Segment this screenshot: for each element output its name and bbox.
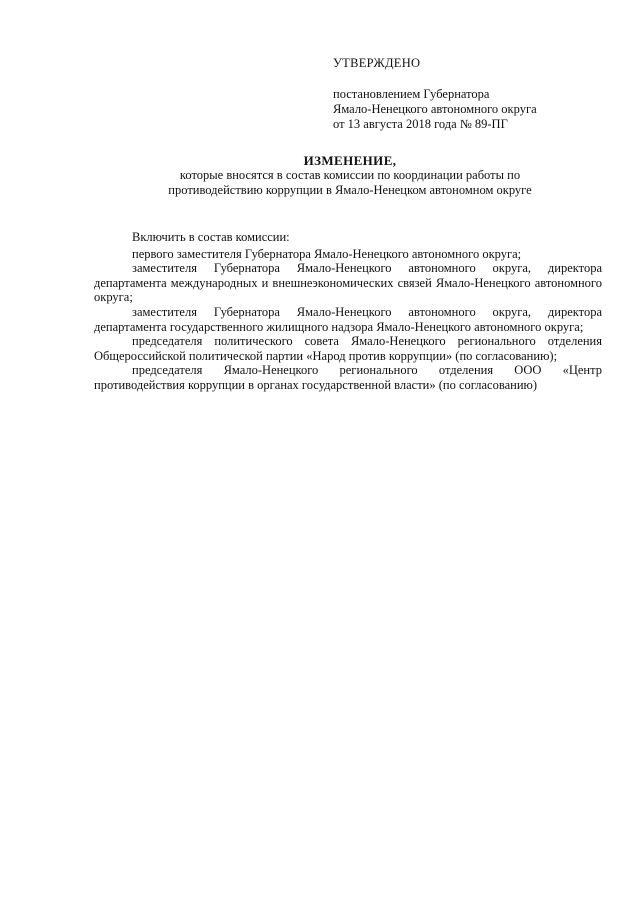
- approval-line: от 13 августа 2018 года № 89-ПГ: [333, 117, 508, 131]
- list-item: заместителя Губернатора Ямало-Ненецкого автономного округа, директора департамента международных и внешнеэкономических связей Ямало-Ненецкого автономного округа;: [94, 261, 602, 305]
- approval-stamp: [333, 56, 537, 132]
- list-item: председателя Ямало-Ненецкого регионального отделения ООО «Центр противодействия коррупции в органах государственной власти» (по согласованию): [94, 363, 602, 392]
- document-title: ИЗМЕНЕНИЕ,: [303, 153, 397, 168]
- body-intro: Включить в состав комиссии:: [132, 230, 290, 244]
- document-heading: [90, 153, 610, 198]
- list-item: председателя политического совета Ямало-Ненецкого регионального отделения Общероссийской политической партии «Народ против коррупции» (по согласованию);: [94, 334, 602, 363]
- list-item: первого заместителя Губернатора Ямало-Ненецкого автономного округа;: [132, 246, 522, 261]
- document-subtitle-line: противодействию коррупции в Ямало-Ненецком автономном округе: [168, 183, 532, 197]
- approved-label: УТВЕРЖДЕНО: [333, 56, 421, 70]
- document-body: [94, 230, 602, 393]
- list-item: заместителя Губернатора Ямало-Ненецкого автономного округа, директора департамента государственного жилищного надзора Ямало-Ненецкого автономного округа;: [94, 304, 602, 334]
- approval-line: постановлением Губернатора: [333, 87, 490, 101]
- document-subtitle-line: которые вносятся в состав комиссии по координации работы по: [179, 168, 521, 182]
- approval-line: Ямало-Ненецкого автономного округа: [333, 102, 537, 116]
